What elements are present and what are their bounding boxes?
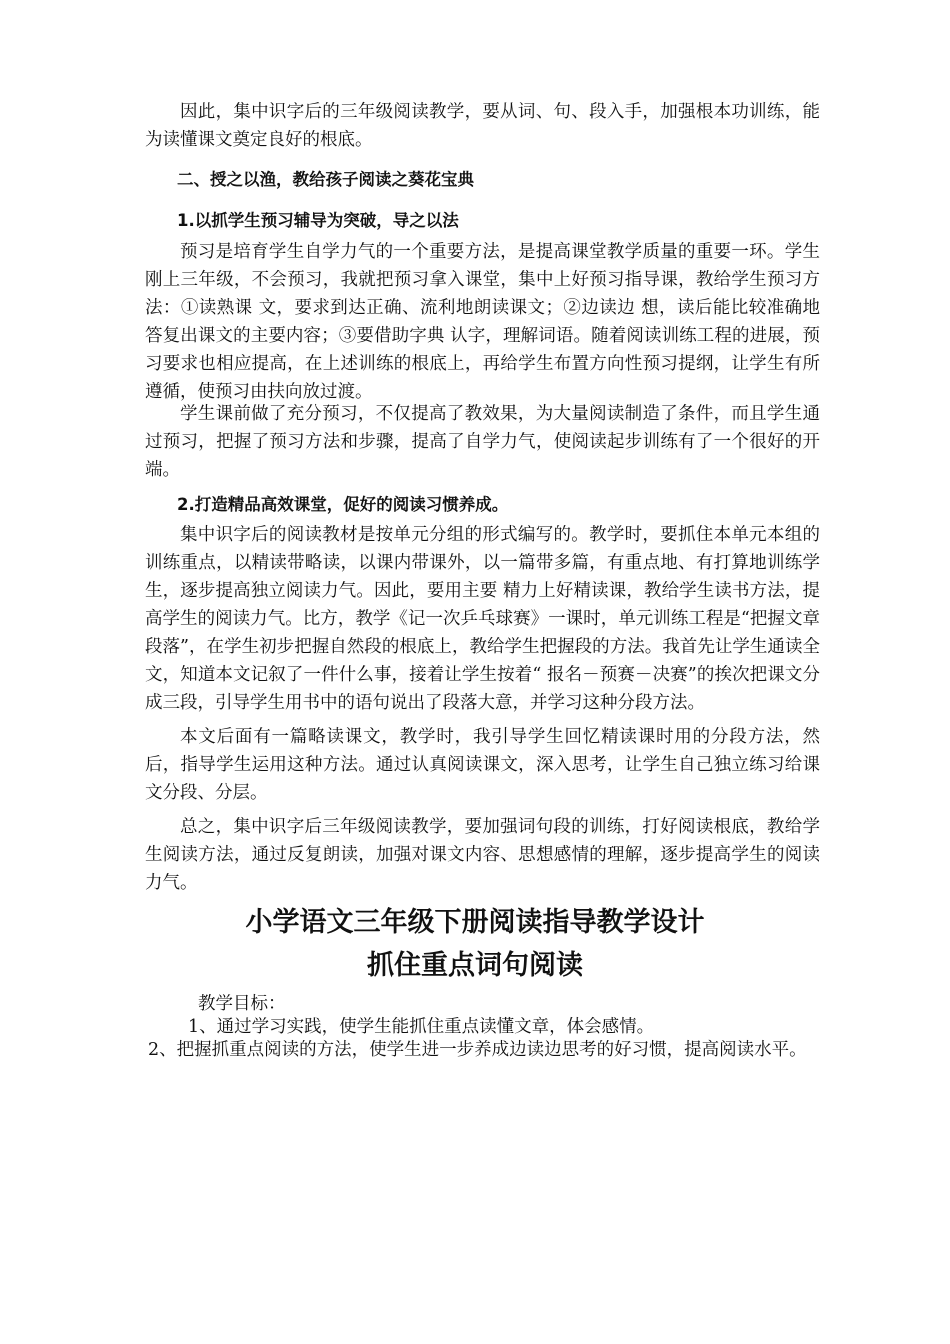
- paragraph-preview: 预习是培育学生自学力气的一个重要方法，是提高课堂教学质量的重要一环。学生刚上三年级，不会预习，我就把预习拿入课堂，集中上好预习指导课，教给学生预习方法：①读熟课 文，要求到达正确、流利地朗读课文；②边读边 想，读后能比较准确地答复出课文的主要内容；③要借助字典 认字，理解词语。随着阅读训练工程的进展，预习要求也相应提高，在上述训练的根底上，再给学生布置方向性预习提纲，让学生有所遵循，使预习由扶向放过渡。: [145, 242, 820, 402]
- paragraph-summary: 总之，集中识字后三年级阅读教学，要加强词句段的训练，打好阅读根底，教给学生阅读方法，通过反复朗读，加强对课文内容、思想感情的理解，逐步提高学生的阅读力气。: [145, 817, 820, 893]
- paragraph-classroom: 集中识字后的阅读教材是按单元分组的形式编写的。教学时，要抓住本单元本组的训练重点，以精读带略读，以课内带课外，以一篇带多篇，有重点地、有打算地训练学生，逐步提高独立阅读力气。因此，要用主要 精力上好精读课，教给学生读书方法，提高学生的阅读力气。比方，教学《记一次乒乓球赛》一课时，单元训练工程是“把握文章段落”，在学生初步把握自然段的根底上，教给学生把握段的方法。我首先让学生通读全文，知道本文记叙了一件什么事，接着让学生按着“ 报名－预赛－决赛”的挨次把课文分成三段，引导学生用书中的语句说出了段落大意，并学习这种分段方法。: [145, 525, 820, 713]
- subsection-heading-1: 1.以抓学生预习辅导为突破，导之以法: [177, 211, 459, 230]
- section-heading-2: 二、授之以渔，教给孩子阅读之葵花宝典: [177, 170, 474, 189]
- paragraph-skimming: 本文后面有一篇略读课文，教学时，我引导学生回忆精读课时用的分段方法，然后，指导学生运用这种方法。通过认真阅读课文，深入思考，让学生自己独立练习给课文分段、分层。: [145, 727, 820, 803]
- goal-item-1: 1、通过学习实践，使学生能抓住重点读懂文章，体会感情。: [188, 1017, 655, 1037]
- lesson-subtitle: 抓住重点词句阅读: [367, 950, 583, 981]
- goal-item-2: 2、把握抓重点阅读的方法，使学生进一步养成边读边思考的好习惯，提高阅读水平。: [148, 1040, 807, 1060]
- goals-label: 教学目标：: [198, 994, 286, 1014]
- lesson-title: 小学语文三年级下册阅读指导教学设计: [245, 907, 705, 938]
- paragraph-preview-result: 学生课前做了充分预习，不仅提高了教效果，为大量阅读制造了条件，而且学生通过预习，把握了预习方法和步骤，提高了自学力气，使阅读起步训练有了一个很好的开端。: [145, 404, 820, 480]
- subsection-heading-2: 2.打造精品高效课堂，促好的阅读习惯养成。: [177, 495, 509, 514]
- paragraph-intro: 因此，集中识字后的三年级阅读教学，要从词、句、段入手，加强根本功训练，能为读懂课文奠定良好的根底。: [145, 102, 820, 150]
